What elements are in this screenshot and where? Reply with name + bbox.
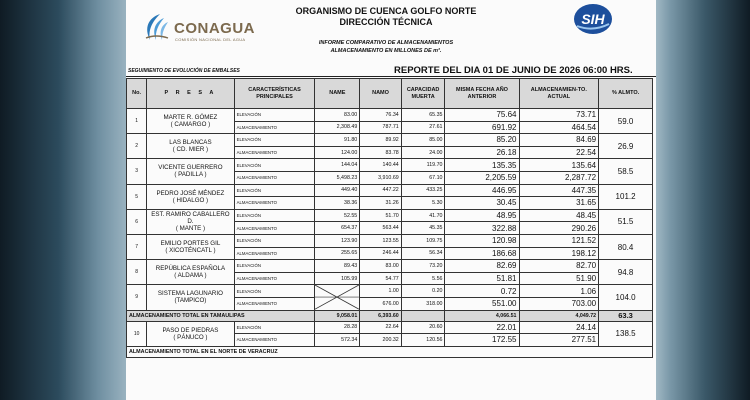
storage-namo: 563.44 [360, 222, 401, 235]
storage-anterior: 30.45 [445, 197, 519, 210]
sih-logo [571, 2, 615, 36]
storage-name: 5,498.23 [315, 171, 360, 184]
dam-name [147, 285, 234, 310]
dam-name-line-2: ( HIDALGO ) [172, 196, 209, 204]
elevation-capacidad: 73.20 [401, 260, 445, 273]
storage-capacidad: 318.00 [401, 297, 445, 310]
storage-anterior: 322.88 [445, 222, 519, 235]
conagua-logo-text: CONAGUA [174, 20, 255, 37]
storage-percent: 94.8 [599, 260, 653, 285]
total-anterior: 4,066.51 [445, 310, 519, 321]
elevation-namo: 22.64 [360, 321, 401, 334]
storage-percent: 59.0 [599, 109, 653, 134]
row-label-almacenamiento: ALMACENAMIENTO [234, 222, 315, 235]
storage-name: 654.37 [315, 222, 360, 235]
report-header [126, 0, 656, 64]
elevation-anterior: 120.98 [445, 234, 519, 247]
strip-divider [126, 76, 656, 77]
elevation-namo: 83.00 [360, 260, 401, 273]
dam-name [147, 109, 234, 134]
total-percent: 63.3 [599, 310, 653, 321]
dam-name-line-1: PASO DE PIEDRAS [162, 326, 219, 334]
table-row [127, 321, 653, 334]
total-name: 9,058.01 [315, 310, 360, 321]
dam-name [147, 184, 234, 209]
elevation-anterior: 82.69 [445, 260, 519, 273]
col-header-presa: P R E S A [147, 79, 234, 109]
elevation-actual: 73.71 [519, 109, 599, 122]
storage-namo: 54.77 [360, 272, 401, 285]
storage-anterior: 172.55 [445, 334, 519, 347]
dam-name-line-1: LAS BLANCAS [169, 139, 212, 147]
dam-name-line-2: ( XICOTÉNCATL ) [165, 247, 216, 255]
col-header-capacidad: CAPACIDAD MUERTA [401, 79, 445, 109]
col-header-name: NAME [315, 79, 360, 109]
col-header-actual: ALMACENAMIEN-TO. ACTUAL [519, 79, 599, 109]
elevation-name: 28.28 [315, 321, 360, 334]
report-subtitle [266, 39, 506, 55]
dam-name-line-1: EMILIO PORTES GIL [160, 240, 221, 248]
row-label-elevacion: ELEVACIÓN [234, 234, 315, 247]
col-header-caracteristicas: CARACTERÍSTICAS PRINCIPALES [234, 79, 315, 109]
elevation-name: 144.04 [315, 159, 360, 172]
storage-namo: 31.26 [360, 197, 401, 210]
storage-anterior: 186.68 [445, 247, 519, 260]
elevation-namo: 89.92 [360, 134, 401, 147]
elevation-namo: 51.70 [360, 209, 401, 222]
dams-table [126, 78, 653, 358]
dam-name [147, 209, 234, 234]
row-label-almacenamiento: ALMACENAMIENTO [234, 247, 315, 260]
dam-number: 7 [127, 234, 147, 259]
dam-name [147, 321, 234, 346]
elevation-namo: 1.00 [360, 285, 401, 298]
storage-percent: 138.5 [599, 321, 653, 346]
elevation-capacidad: 433.25 [401, 184, 445, 197]
storage-namo: 246.44 [360, 247, 401, 260]
storage-namo: 787.71 [360, 121, 401, 134]
elevation-name: 91.80 [315, 134, 360, 147]
row-label-almacenamiento: ALMACENAMIENTO [234, 146, 315, 159]
row-label-almacenamiento: ALMACENAMIENTO [234, 272, 315, 285]
elevation-actual: 48.45 [519, 209, 599, 222]
row-label-almacenamiento: ALMACENAMIENTO [234, 121, 315, 134]
report-date: REPORTE DEL DIA 01 DE JUNIO DE 2026 06:00 HRS. [394, 65, 633, 76]
dam-name-line-2: ( PÁNUCO ) [173, 333, 208, 341]
dam-number: 9 [127, 285, 147, 310]
elevation-anterior: 0.72 [445, 285, 519, 298]
elevation-actual: 24.14 [519, 321, 599, 334]
elevation-anterior: 22.01 [445, 321, 519, 334]
name-crossed-cell [315, 285, 360, 310]
storage-name: 124.00 [315, 146, 360, 159]
dam-name-line-2: ( MANTE ) [175, 225, 206, 233]
table-row [127, 159, 653, 172]
table-row [127, 109, 653, 122]
elevation-namo: 76.34 [360, 109, 401, 122]
storage-capacidad: 45.35 [401, 222, 445, 235]
table-row [127, 209, 653, 222]
dam-name-line-1: REPÚBLICA ESPAÑOLA [155, 265, 226, 273]
storage-actual: 703.00 [519, 297, 599, 310]
elevation-actual: 84.69 [519, 134, 599, 147]
storage-namo: 3,910.69 [360, 171, 401, 184]
dam-number: 2 [127, 134, 147, 159]
elevation-capacidad: 20.60 [401, 321, 445, 334]
elevation-namo: 447.22 [360, 184, 401, 197]
dam-name-line-1: SISTEMA LAGUNARIO [157, 290, 223, 298]
elevation-anterior: 135.35 [445, 159, 519, 172]
total-capacidad-empty [401, 310, 445, 321]
elevation-actual: 1.06 [519, 285, 599, 298]
table-row [127, 134, 653, 147]
col-header-anterior: MISMA FECHA AÑO ANTERIOR [445, 79, 519, 109]
dam-name-line-1: EST. RAMIRO CABALLERO D. [151, 211, 230, 226]
elevation-actual: 135.64 [519, 159, 599, 172]
row-label-elevacion: ELEVACIÓN [234, 134, 315, 147]
elevation-name: 52.55 [315, 209, 360, 222]
storage-namo: 676.00 [360, 297, 401, 310]
storage-anterior: 691.92 [445, 121, 519, 134]
elevation-name: 83.00 [315, 109, 360, 122]
storage-name: 255.65 [315, 247, 360, 260]
conagua-logo-icon [142, 12, 170, 44]
storage-name: 38.36 [315, 197, 360, 210]
storage-capacidad: 5.56 [401, 272, 445, 285]
storage-anterior: 2,205.59 [445, 171, 519, 184]
row-label-almacenamiento: ALMACENAMIENTO [234, 171, 315, 184]
total-actual: 4,049.72 [519, 310, 599, 321]
dam-name-line-2: (TAMPICO) [174, 297, 207, 305]
total-tamaulipas-row [127, 310, 653, 321]
elevation-capacidad: 119.70 [401, 159, 445, 172]
dam-number: 1 [127, 109, 147, 134]
dam-name-line-2: ( CAMARGO ) [170, 121, 211, 129]
organization-title [266, 6, 506, 28]
row-label-elevacion: ELEVACIÓN [234, 184, 315, 197]
report-line-1: INFORME COMPARATIVO DE ALMACENAMIENTOS [318, 40, 454, 46]
dam-number: 8 [127, 260, 147, 285]
storage-actual: 22.54 [519, 146, 599, 159]
storage-actual: 2,287.72 [519, 171, 599, 184]
elevation-actual: 121.52 [519, 234, 599, 247]
row-label-elevacion: ELEVACIÓN [234, 285, 315, 298]
dam-name-line-1: VICENTE GUERRERO [158, 164, 223, 172]
elevation-capacidad: 41.70 [401, 209, 445, 222]
storage-actual: 277.51 [519, 334, 599, 347]
storage-percent: 80.4 [599, 234, 653, 259]
dam-name [147, 134, 234, 159]
elevation-anterior: 75.64 [445, 109, 519, 122]
elevation-name: 89.43 [315, 260, 360, 273]
background-right-blur [650, 0, 750, 400]
storage-anterior: 551.00 [445, 297, 519, 310]
elevation-namo: 123.55 [360, 234, 401, 247]
total-tamaulipas-label: ALMACENAMIENTO TOTAL EN TAMAULIPAS [127, 310, 315, 321]
dam-name-line-1: MARTE R. GÓMEZ [163, 114, 218, 122]
row-label-almacenamiento: ALMACENAMIENTO [234, 297, 315, 310]
report-line-2: ALMACENAMIENTO EN MILLONES DE m³. [330, 48, 442, 54]
report-document [126, 0, 656, 400]
dam-name [147, 159, 234, 184]
row-label-almacenamiento: ALMACENAMIENTO [234, 197, 315, 210]
dam-name-line-1: PEDRO JOSÉ MÉNDEZ [156, 189, 225, 197]
table-header-row [127, 79, 653, 109]
storage-name: 2,308.49 [315, 121, 360, 134]
elevation-name: 449.40 [315, 184, 360, 197]
row-label-almacenamiento: ALMACENAMIENTO [234, 334, 315, 347]
storage-capacidad: 56.34 [401, 247, 445, 260]
seguimiento-label: SEGUIMIENTO DE EVOLUCIÓN DE EMBALSES [128, 68, 240, 74]
row-label-elevacion: ELEVACIÓN [234, 209, 315, 222]
elevation-namo: 140.44 [360, 159, 401, 172]
report-strip [126, 64, 656, 77]
storage-namo: 200.32 [360, 334, 401, 347]
dam-number: 10 [127, 321, 147, 346]
storage-actual: 51.90 [519, 272, 599, 285]
org-line-2: DIRECCIÓN TÉCNICA [339, 17, 433, 27]
dam-name-line-2: ( PADILLA ) [174, 171, 207, 179]
table-row [127, 184, 653, 197]
storage-capacidad: 120.56 [401, 334, 445, 347]
elevation-name: 123.90 [315, 234, 360, 247]
table-row [127, 234, 653, 247]
storage-anterior: 26.18 [445, 146, 519, 159]
elevation-actual: 82.70 [519, 260, 599, 273]
elevation-capacidad: 109.75 [401, 234, 445, 247]
storage-name: 105.99 [315, 272, 360, 285]
storage-capacidad: 5.30 [401, 197, 445, 210]
elevation-capacidad: 85.00 [401, 134, 445, 147]
elevation-anterior: 446.95 [445, 184, 519, 197]
storage-actual: 464.54 [519, 121, 599, 134]
total-veracruz-row [127, 346, 653, 357]
col-header-no: No. [127, 79, 147, 109]
elevation-anterior: 85.20 [445, 134, 519, 147]
row-label-elevacion: ELEVACIÓN [234, 260, 315, 273]
dam-name [147, 234, 234, 259]
col-header-pct: % ALMTO. [599, 79, 653, 109]
table-row [127, 260, 653, 273]
total-veracruz-label: ALMACENAMIENTO TOTAL EN EL NORTE DE VERACRUZ [127, 346, 653, 357]
dam-number: 6 [127, 209, 147, 234]
org-line-1: ORGANISMO DE CUENCA GOLFO NORTE [295, 6, 477, 16]
storage-capacidad: 67.10 [401, 171, 445, 184]
dam-number: 3 [127, 159, 147, 184]
row-label-elevacion: ELEVACIÓN [234, 159, 315, 172]
storage-capacidad: 27.61 [401, 121, 445, 134]
storage-actual: 198.12 [519, 247, 599, 260]
row-label-elevacion: ELEVACIÓN [234, 321, 315, 334]
storage-percent: 26.9 [599, 134, 653, 159]
sih-logo-text: SIH [581, 11, 605, 27]
storage-percent: 58.5 [599, 159, 653, 184]
elevation-capacidad: 65.35 [401, 109, 445, 122]
elevation-anterior: 48.95 [445, 209, 519, 222]
storage-anterior: 51.81 [445, 272, 519, 285]
row-label-elevacion: ELEVACIÓN [234, 109, 315, 122]
dam-name [147, 260, 234, 285]
total-namo: 6,393.60 [360, 310, 401, 321]
storage-capacidad: 24.00 [401, 146, 445, 159]
col-header-namo: NAMO [360, 79, 401, 109]
storage-percent: 104.0 [599, 285, 653, 310]
background-left-blur [0, 0, 130, 400]
conagua-logo-subtitle: COMISIÓN NACIONAL DEL AGUA [175, 37, 246, 42]
storage-actual: 290.26 [519, 222, 599, 235]
dam-name-line-2: ( CD. MIER ) [172, 146, 209, 154]
storage-actual: 31.65 [519, 197, 599, 210]
elevation-capacidad: 0.20 [401, 285, 445, 298]
storage-name: 572.34 [315, 334, 360, 347]
cross-out-icon [315, 285, 359, 309]
storage-percent: 101.2 [599, 184, 653, 209]
storage-percent: 51.5 [599, 209, 653, 234]
elevation-actual: 447.35 [519, 184, 599, 197]
table-row [127, 285, 653, 298]
dam-number: 5 [127, 184, 147, 209]
dam-name-line-2: ( ALDAMA ) [174, 272, 207, 280]
storage-namo: 83.78 [360, 146, 401, 159]
